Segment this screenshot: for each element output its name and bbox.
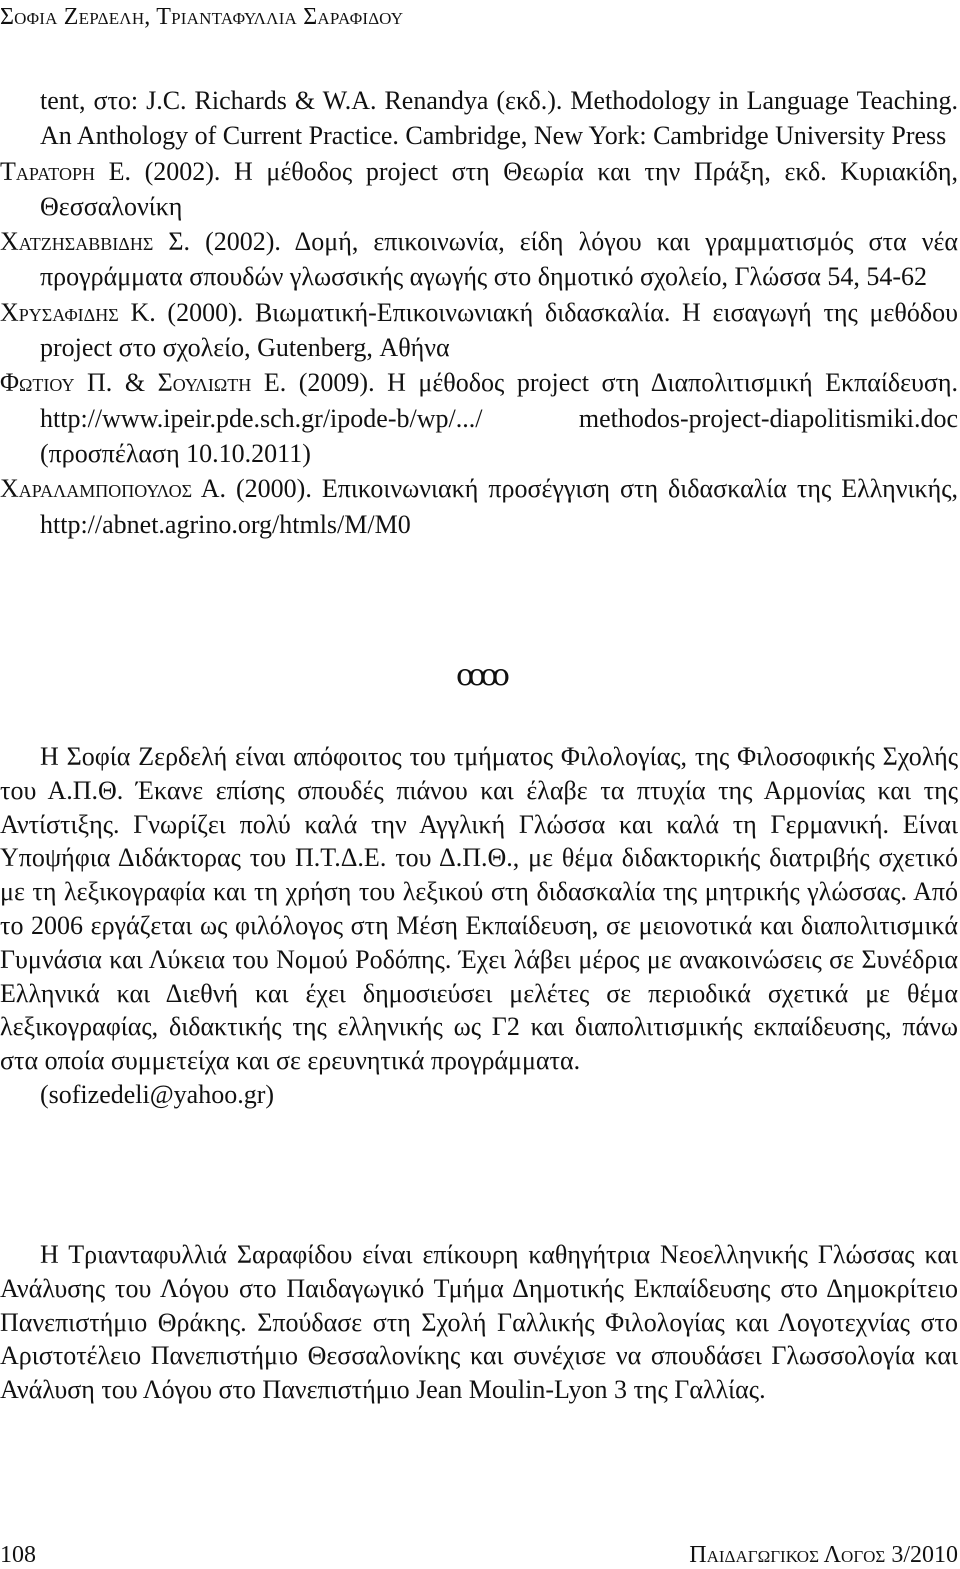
reference-text: (2000). Επικοινωνιακή προσέγγιση στη διδασκαλία της Ελληνικής, http://abnet.agrino.org/htmls/M/M0 <box>40 474 958 539</box>
reference-item <box>0 365 958 471</box>
section-ornament: ꝏꝏ <box>456 659 504 692</box>
reference-author: Χατζησαββιδης Σ. <box>0 227 191 257</box>
reference-text: (2002). Η μέθοδος project στη Θεωρία και την Πράξη, εκδ. Κυριακίδη, Θεσσαλονίκη <box>40 156 958 221</box>
reference-text: (2000). Βιωματική-Επικοινωνιακή διδασκαλία. Η εισαγωγή της μεθόδου project στο σχολείο, Gutenberg, Αθήνα <box>40 297 958 363</box>
page-number: 108 <box>0 1542 36 1568</box>
reference-item <box>0 154 958 225</box>
author-email: (sofizedeli@yahoo.gr) <box>40 1079 275 1109</box>
reference-item <box>0 224 958 295</box>
reference-text: (2009). Η μέθοδος project στη Διαπολιτισμική Εκπαίδευση. http://www.ipeir.pde.sch.gr/ipode-b/wp/.../ methodos-project-diapolitismiki.doc (προσπέλαση 10.10.2011) <box>40 368 958 468</box>
reference-author: Ταρατορη Ε. <box>0 156 131 186</box>
journal-title: Παιδαγωγικος Λογος 3/2010 <box>689 1542 958 1568</box>
reference-item <box>0 471 958 542</box>
reference-item <box>0 295 958 366</box>
bio-paragraph: Η Τριανταφυλλιά Σαραφίδου είναι επίκουρη καθηγήτρια Νεοελληνικής Γλώσσας και Ανάλυσης του Λόγου στο Παιδαγωγικό Τμήμα Δημοτικής Εκπαίδευσης στο Δημοκρίτειο Πανεπιστήμιο Θράκης. Σπούδασε στη Σχολή Γαλλικής Φιλολογίας και Λογοτεχνίας στο Αριστοτέλειο Πανεπιστήμιο Θεσσαλονίκης και συνέχισε να σπουδάσει Γλωσσολογία και Ανάλυση του Λόγου στο Πανεπιστήμιο Jean Moulin-Lyon 3 της Γαλλίας. <box>0 1240 958 1405</box>
running-header: Σοφια Ζερδελη, Τριανταφυλλια Σαραφιδου <box>0 4 404 30</box>
reference-text: (2002). Δομή, επικοινωνία, είδη λόγου και γραμματισμός στα νέα προγράμματα σπουδών γλωσσικής αγωγής στο δημοτικό σχολείο, Γλώσσα 54, 54-62 <box>40 227 959 292</box>
reference-author: Χαραλαμποπουλος Α. <box>0 474 226 504</box>
author-bio-zerdeli <box>0 740 958 1112</box>
reference-item <box>0 83 958 154</box>
reference-text: tent, στο: J.C. Richards & W.A. Renandya (εκδ.). Methodology in Language Teaching. An Anthology of Current Practice. Cambridge, New York: Cambridge University Press <box>40 86 958 151</box>
bio-paragraph: Η Σοφία Ζερδελή είναι απόφοιτος του τμήματος Φιλολογίας, της Φιλοσοφικής Σχολής του Α.Π.Θ. Έκανε επίσης σπουδές πιάνου και έλαβε τα πτυχία της Αρμονίας και της Αντίστιξης. Γνωρίζει πολύ καλά την Αγγλική Γλώσσα και καλά τη Γερμανική. Είναι Υποψήφια Διδάκτορας του Π.Τ.Δ.Ε. του Δ.Π.Θ., με θέμα διδακτορικής διατριβής σχετικό με τη λεξικογραφία και τη χρήση του λεξικού στη διδασκαλία της μητρικής γλώσσας. Από το 2006 εργάζεται ως φιλόλογος στη Μέση Εκπαίδευση, σε μειονοτικά και διαπολιτισμικά Γυμνάσια και Λύκεια του Νομού Ροδόπης. Έχει λάβει μέρος με ανακοινώσεις σε Συνέδρια Ελληνικά και Διεθνή και έχει δημοσιεύσει μελέτες σε περιοδικά σχετικά με θέμα λεξικογραφίας, διδακτικής της ελληνικής ως Γ2 και διαπολιτισμικής εκπαίδευσης, πάνω στα οποία συμμετείχα και σε ερευνητικά προγράμματα. <box>0 742 958 1076</box>
reference-author: Χρυσαφιδης Κ. <box>0 297 156 327</box>
reference-author: Φωτιου Π. & Σουλιωτη Ε. <box>0 368 287 398</box>
reference-list <box>0 83 958 542</box>
author-bio-sarafidou <box>0 1238 958 1407</box>
